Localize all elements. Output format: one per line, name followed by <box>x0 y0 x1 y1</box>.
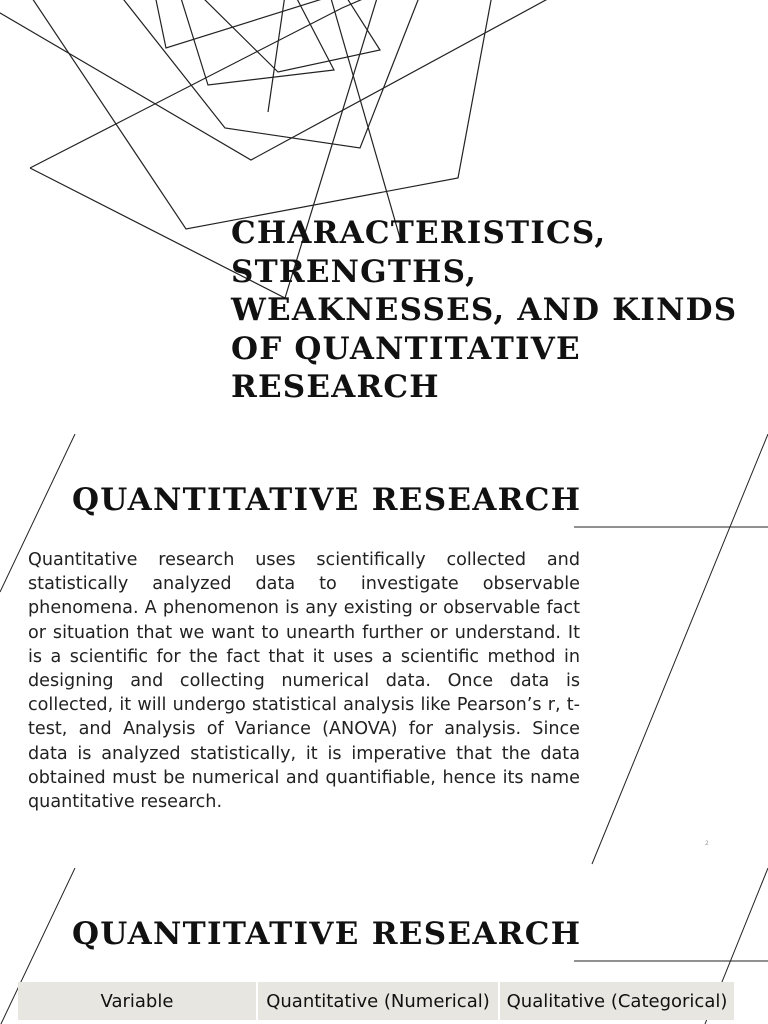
presentation-title: CHARACTERISTICS, STRENGTHS, WEAKNESSES, AND KINDS OF QUANTITATIVE RESEARCH <box>231 215 738 405</box>
table-slide <box>0 868 768 1024</box>
variable-table <box>18 982 734 1020</box>
header-qualitative: Qualitative (Categorical) <box>500 982 734 1020</box>
section-heading: QUANTITATIVE RESEARCH <box>72 916 582 952</box>
definition-slide <box>0 434 768 868</box>
definition-paragraph: Quantitative research uses scientifically collected and statistically analyzed data to investigate observable phenomena. A phenomenon is any existing or observable fact or situation that we want to unearth further or understand. It is a scientific for the fact that it uses a scientific method in designing and collecting numerical data. Once data is collected, it will undergo statistical analysis like Pearson’s r, t-test, and Analysis of Variance (ANOVA) for analysis. Since data is analyzed statistically, it is imperative that the data obtained must be numerical and quantifiable, hence its name quantitative research. <box>28 550 580 813</box>
section-heading: QUANTITATIVE RESEARCH <box>72 482 582 518</box>
header-variable: Variable <box>18 982 258 1020</box>
title-slide <box>0 0 768 434</box>
page-number: 2 <box>705 840 709 847</box>
table-header-row <box>18 982 734 1020</box>
header-quantitative: Quantitative (Numerical) <box>258 982 500 1020</box>
